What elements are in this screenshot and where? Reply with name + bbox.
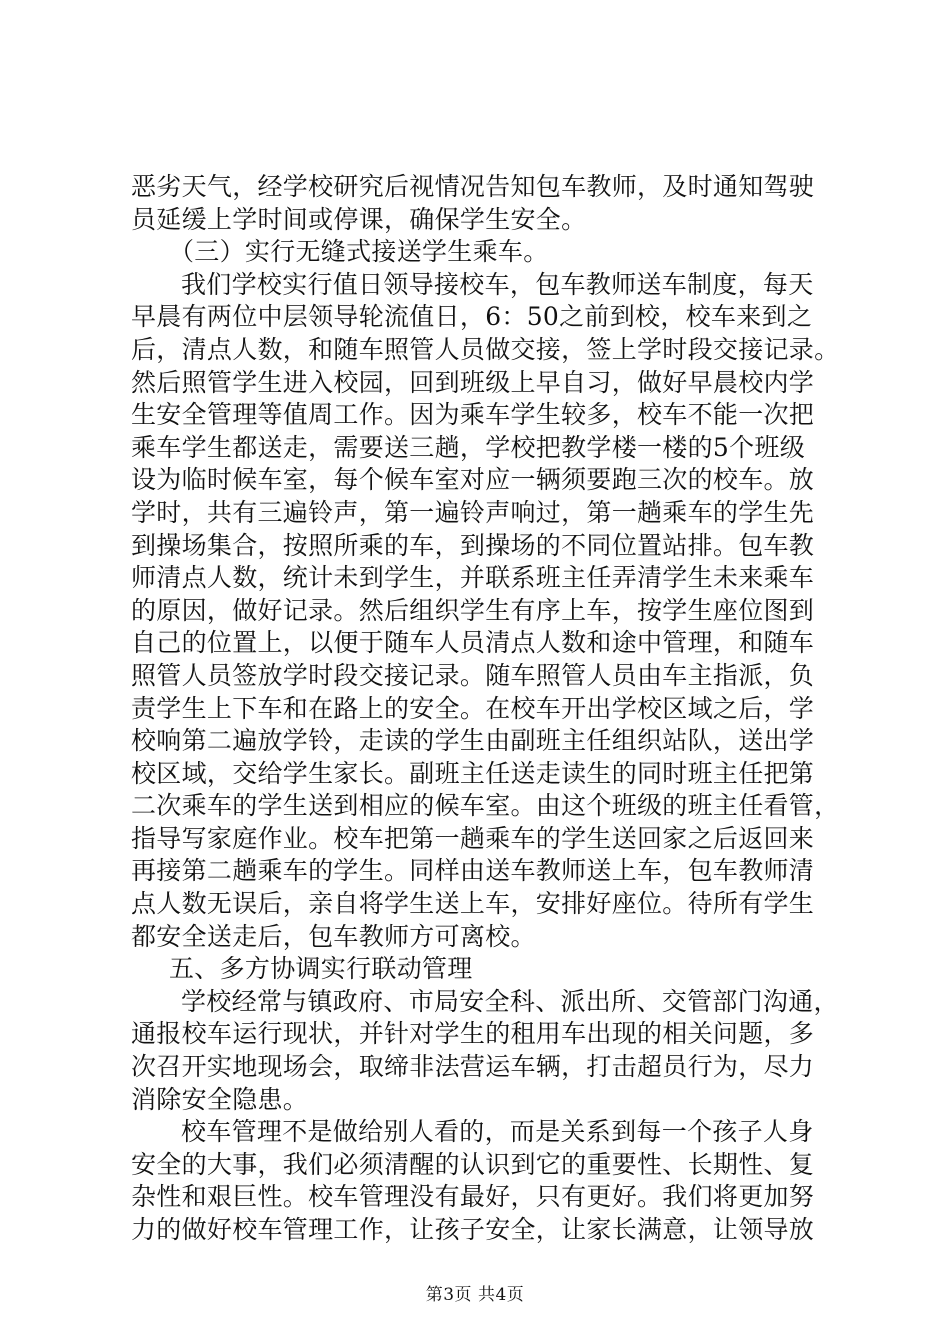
text-line: 恶劣天气，经学校研究后视情况告知包车教师，及时通知驾驶 [131,172,815,201]
text-line: 校车管理不是做给别人看的，而是关系到每一个孩子人身 [181,1117,814,1147]
text-line: 安全的大事，我们必须清醒的认识到它的重要性、长期性、复 [131,1149,815,1179]
text-line: 再接第二趟乘车的学生。同样由送车教师送上车，包车教师清 [131,856,815,886]
page-number-footer: 第3页 共4页 [425,1285,525,1305]
text-line: 力的做好校车管理工作，让孩子安全，让家长满意，让领导放 [131,1215,815,1244]
text-line: 都安全送走后，包车教师方可离校。 [131,921,536,951]
text-line: 杂性和艰巨性。校车管理没有最好，只有更好。我们将更加努 [131,1182,815,1212]
text-line: 责学生上下车和在路上的安全。在校车开出学校区域之后，学 [131,693,815,723]
text-line: 二次乘车的学生送到相应的候车室。由这个班级的班主任看管， [131,791,840,821]
text-line: 后，清点人数，和随车照管人员做交接，签上学时段交接记录。 [131,334,840,364]
text-line: 生安全管理等值周工作。因为乘车学生较多，校车不能一次把 [131,400,815,430]
text-line: 次召开实地现场会，取缔非法营运车辆，打击超员行为，尽力 [131,1052,815,1082]
text-line: 乘车学生都送走，需要送三趟，学校把教学楼一楼的5个班级 [131,432,806,462]
text-line: 点人数无误后，亲自将学生送上车，安排好座位。待所有学生 [131,889,815,919]
section-heading-seamless-pickup: （三）实行无缝式接送学生乘车。 [169,237,549,267]
text-line: 学校经常与镇政府、市局安全科、派出所、交管部门沟通， [181,986,839,1016]
text-line: 消除安全隐患。 [131,1084,309,1114]
text-line: 员延缓上学时间或停课，确保学生安全。 [131,204,587,234]
paragraph-bad-weather [131,171,851,236]
text-line: 通报校车运行现状，并针对学生的租用车出现的相关问题，多 [131,1019,815,1049]
paragraph-conclusion [131,1116,851,1246]
text-line: 校响第二遍放学铃，走读的学生由副班主任组织站队，送出学 [131,726,815,756]
text-line: 然后照管学生进入校园，回到班级上早自习，做好早晨校内学 [131,367,815,397]
document-body [131,171,851,1247]
text-line: 指导写家庭作业。校车把第一趟乘车的学生送回家之后返回来 [131,823,815,853]
text-line: 的原因，做好记录。然后组织学生有序上车，按学生座位图到 [131,595,815,625]
text-line: 照管人员签放学时段交接记录。随车照管人员由车主指派，负 [131,660,815,690]
text-line: 自己的位置上，以便于随车人员清点人数和途中管理，和随车 [131,628,815,658]
paragraph-coordination [131,986,851,1116]
text-line: 设为临时候车室，每个候车室对应一辆须要跑三次的校车。放 [131,465,815,495]
text-line: 到操场集合，按照所乘的车，到操场的不同位置站排。包车教 [131,530,815,560]
text-line: 早晨有两位中层领导轮流值日，6：50之前到校，校车来到之 [131,302,813,332]
text-line: 师清点人数，统计未到学生，并联系班主任弄清学生未来乘车 [131,563,815,593]
section-heading-joint-management: 五、多方协调实行联动管理 [169,954,473,984]
text-line: 学时，共有三遍铃声，第一遍铃声响过，第一趟乘车的学生先 [131,497,815,527]
text-line: 我们学校实行值日领导接校车，包车教师送车制度，每天 [181,269,814,299]
paragraph-duty-system [131,269,851,953]
text-line: 校区域，交给学生家长。副班主任送走读生的同时班主任把第 [131,758,815,788]
